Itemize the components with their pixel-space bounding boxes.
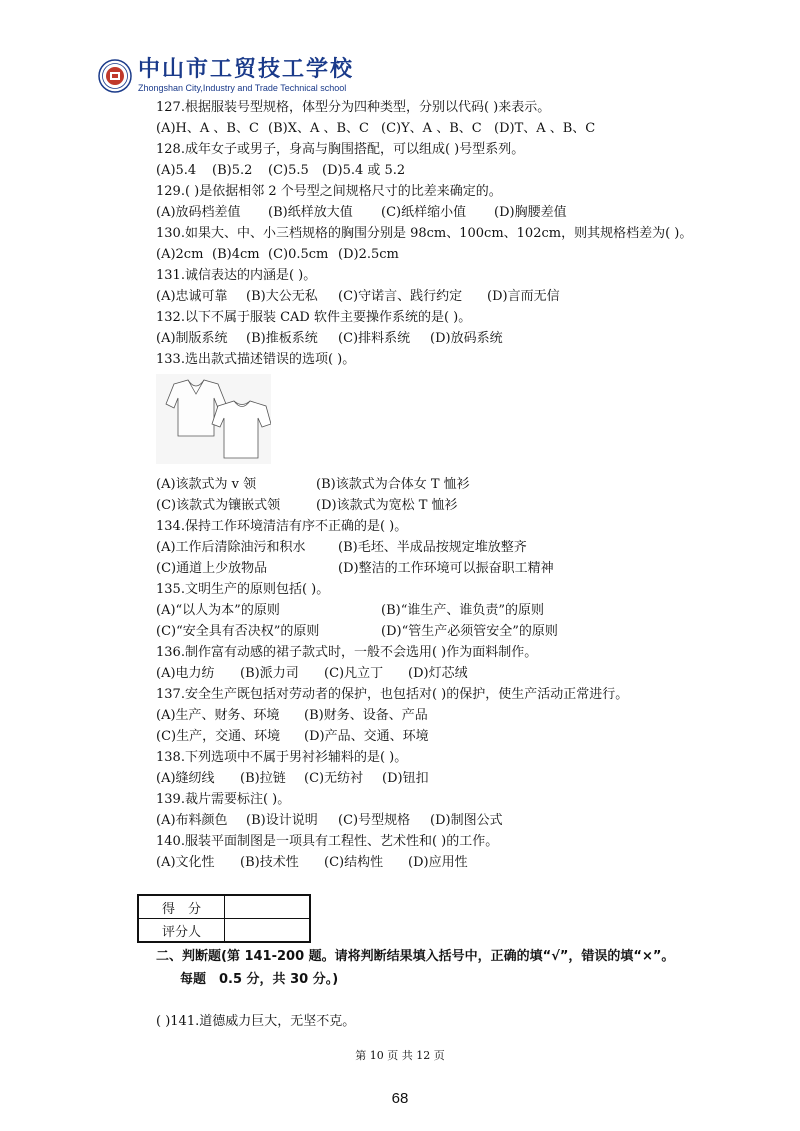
q140-option-d: (D)应用性: [408, 855, 468, 870]
q135-option-d: (D)“管生产必须管安全”的原则: [381, 624, 558, 639]
q135-option-b: (B)“谁生产、谁负责”的原则: [381, 603, 544, 618]
page-number: 68: [391, 1090, 409, 1107]
question-134-stem: 134.保持工作环境清洁有序不正确的是( )。: [156, 519, 408, 534]
q133-option-a: (A)该款式为 v 领: [156, 477, 257, 492]
q134-option-c: (C)通道上少放物品: [156, 561, 268, 576]
q139-option-d: (D)制图公式: [430, 813, 503, 828]
school-emblem-icon: [98, 59, 132, 93]
section-heading-line2: 每题 0.5 分，共 30 分。): [180, 972, 339, 987]
q132-option-c: (C)排料系统: [338, 331, 411, 346]
q138-option-b: (B)拉链: [240, 771, 286, 786]
q137-option-d: (D)产品、交通、环境: [304, 729, 429, 744]
tshirt-illustration-icon: [156, 374, 271, 464]
question-141: ( )141.道德威力巨大，无坚不克。: [156, 1014, 356, 1029]
q139-option-b: (B)设计说明: [246, 813, 318, 828]
q129-option-d: (D)胸腰差值: [494, 205, 567, 220]
school-name-en: Zhongshan City,Industry and Trade Technical school: [138, 83, 347, 93]
q133-option-d: (D)该款式为宽松 T 恤衫: [316, 498, 458, 513]
q132-option-b: (B)推板系统: [246, 331, 318, 346]
q130-option-b: (B)4cm: [212, 247, 260, 262]
q131-option-c: (C)守诺言、践行约定: [338, 289, 463, 304]
q140-option-a: (A)文化性: [156, 855, 215, 870]
q134-option-a: (A)工作后清除油污和积水: [156, 540, 306, 555]
score-label: 得 分: [138, 895, 225, 919]
q130-option-c: (C)0.5cm: [268, 247, 329, 262]
question-133-stem: 133.选出款式描述错误的选项( )。: [156, 352, 356, 367]
school-name-cn: 中山市工贸技工学校: [138, 57, 355, 82]
q128-option-d: (D)5.4 或 5.2: [322, 163, 406, 178]
q138-option-a: (A)缝纫线: [156, 771, 215, 786]
q127-option-b: (B)X、A 、B、C: [268, 121, 369, 136]
question-127-stem: 127.根据服装号型规格，体型分为四种类型，分别以代码( )来表示。: [156, 100, 551, 115]
q135-option-a: (A)“以人为本”的原则: [156, 603, 280, 618]
q137-option-a: (A)生产、财务、环境: [156, 708, 280, 723]
q128-option-c: (C)5.5: [268, 163, 309, 178]
q131-option-b: (B)大公无私: [246, 289, 318, 304]
q129-option-b: (B)纸样放大值: [268, 205, 353, 220]
q128-option-a: (A)5.4: [156, 163, 197, 178]
page-footer: 第 10 页 共 12 页: [355, 1049, 445, 1062]
section-heading: 二、判断题(第 141-200 题。请将判断结果填入括号中，正确的填“√”，错误的填“×”。: [156, 949, 675, 964]
grader-cell[interactable]: [225, 919, 311, 943]
q127-option-d: (D)T、A 、B、C: [494, 121, 596, 136]
q127-option-a: (A)H、A 、B、C: [156, 121, 259, 136]
q134-option-b: (B)毛坯、半成品按规定堆放整齐: [338, 540, 527, 555]
question-130-stem: 130.如果大、中、小三档规格的胸围分别是 98cm、100cm、102cm，则其规格档差为( )。: [156, 226, 693, 241]
q129-option-c: (C)纸样缩小值: [381, 205, 467, 220]
question-137-stem: 137.安全生产既包括对劳动者的保护，也包括对( )的保护，使生产活动正常进行。: [156, 687, 629, 702]
question-129-stem: 129.( )是依据相邻 2 个号型之间规格尺寸的比差来确定的。: [156, 184, 502, 199]
q133-option-b: (B)该款式为合体女 T 恤衫: [316, 477, 470, 492]
school-header: [98, 56, 354, 96]
q134-option-d: (D)整洁的工作环境可以振奋职工精神: [338, 561, 554, 576]
q136-option-c: (C)凡立丁: [324, 666, 384, 681]
q130-option-a: (A)2cm: [156, 247, 204, 262]
q135-option-c: (C)“安全具有否决权”的原则: [156, 624, 320, 639]
q137-option-b: (B)财务、设备、产品: [304, 708, 428, 723]
question-140-stem: 140.服装平面制图是一项具有工程性、艺术性和( )的工作。: [156, 834, 499, 849]
q136-option-d: (D)灯芯绒: [408, 666, 468, 681]
q128-option-b: (B)5.2: [212, 163, 253, 178]
question-135-stem: 135.文明生产的原则包括( )。: [156, 582, 330, 597]
q139-option-c: (C)号型规格: [338, 813, 411, 828]
q137-option-c: (C)生产，交通、环境: [156, 729, 281, 744]
score-table: [137, 894, 311, 943]
q130-option-d: (D)2.5cm: [338, 247, 399, 262]
question-136-stem: 136.制作富有动感的裙子款式时，一般不会选用( )作为面料制作。: [156, 645, 538, 660]
q132-option-a: (A)制版系统: [156, 331, 228, 346]
q131-option-d: (D)言而无信: [487, 289, 560, 304]
question-139-stem: 139.裁片需要标注( )。: [156, 792, 291, 807]
grader-label: 评分人: [138, 919, 225, 943]
question-128-stem: 128.成年女子或男子，身高与胸围搭配，可以组成( )号型系列。: [156, 142, 525, 157]
question-131-stem: 131.诚信表达的内涵是( )。: [156, 268, 317, 283]
q138-option-d: (D)钮扣: [382, 771, 429, 786]
q140-option-c: (C)结构性: [324, 855, 384, 870]
q131-option-a: (A)忠诚可靠: [156, 289, 228, 304]
score-cell[interactable]: [225, 895, 311, 919]
q132-option-d: (D)放码系统: [430, 331, 503, 346]
q136-option-b: (B)派力司: [240, 666, 299, 681]
question-138-stem: 138.下列选项中不属于男衬衫辅料的是( )。: [156, 750, 408, 765]
q140-option-b: (B)技术性: [240, 855, 299, 870]
q127-option-c: (C)Y、A 、B、C: [381, 121, 482, 136]
q139-option-a: (A)布料颜色: [156, 813, 228, 828]
q129-option-a: (A)放码档差值: [156, 205, 241, 220]
question-132-stem: 132.以下不属于服装 CAD 软件主要操作系统的是( )。: [156, 310, 472, 325]
q133-option-c: (C)该款式为镶嵌式领: [156, 498, 281, 513]
q138-option-c: (C)无纺衬: [304, 771, 364, 786]
q136-option-a: (A)电力纺: [156, 666, 215, 681]
